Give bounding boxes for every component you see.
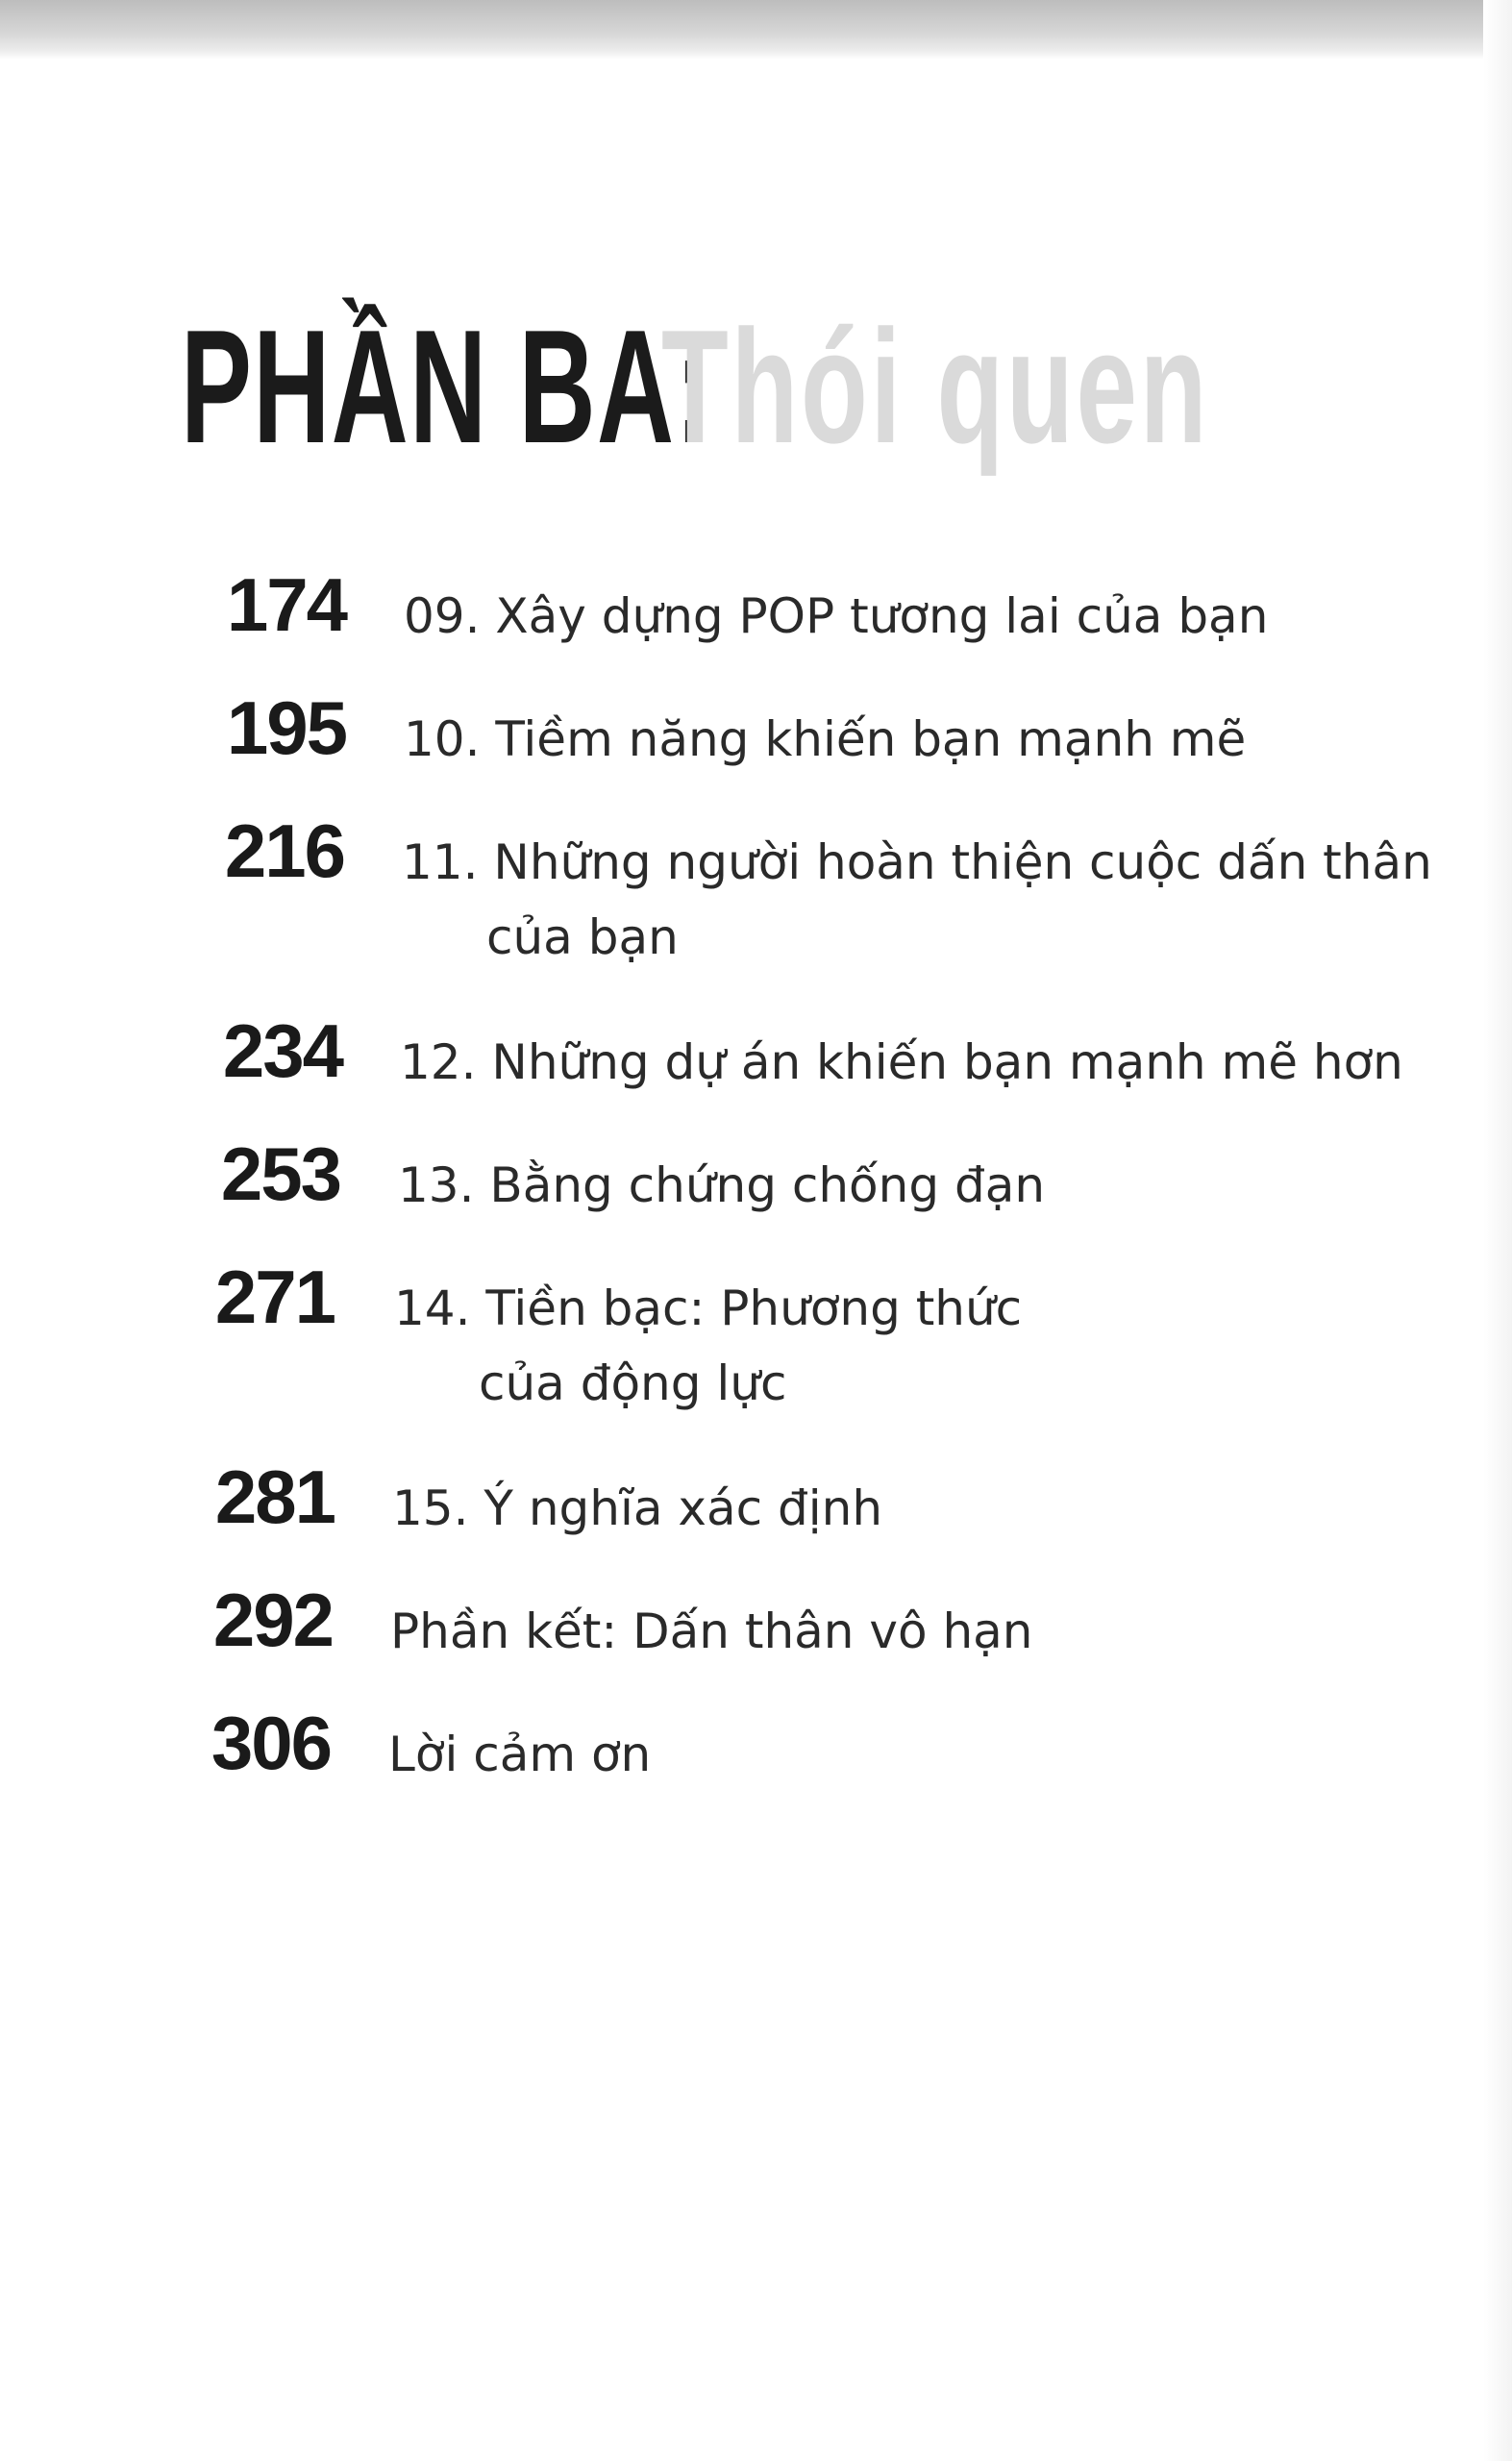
toc-entry-title [400, 1025, 1403, 1100]
toc-entry-title-line1: 09. Xây dựng POP tương lai của bạn [404, 588, 1269, 644]
toc-entry-title [390, 1594, 1032, 1669]
toc-entry-title-line1: Lời cảm ơn [388, 1727, 652, 1782]
toc-entry-title-line1: 15. Ý nghĩa xác định [392, 1480, 883, 1536]
toc-entry-title-line2: của bạn [486, 909, 679, 965]
toc-entry-title [404, 579, 1268, 654]
part-label: PHẦN BA: [181, 296, 712, 477]
toc-page-number: 253 [220, 1131, 340, 1216]
toc-entry-title [398, 1148, 1045, 1223]
page-right-edge [1483, 0, 1512, 2461]
toc-entry-title [394, 1271, 1022, 1421]
toc-page-number: 292 [212, 1578, 333, 1662]
toc-page-number: 306 [211, 1701, 331, 1785]
toc-page-number: 216 [224, 808, 344, 893]
toc-entry-title-line1: 14. Tiền bạc: Phương thức [394, 1280, 1023, 1336]
toc-page-number: 174 [226, 562, 346, 647]
toc-entry-title [404, 702, 1246, 777]
toc-page-number: 271 [214, 1255, 335, 1339]
toc-entry-title-line1: 13. Bằng chứng chống đạn [398, 1157, 1046, 1213]
toc-entry-title-line1: Phần kết: Dấn thân vô hạn [390, 1603, 1033, 1659]
toc-entry-title-line1: 12. Những dự án khiến bạn mạnh mẽ hơn [400, 1034, 1403, 1090]
toc-entry-title [392, 1471, 882, 1546]
toc-entry-title-line1: 11. Những người hoàn thiện cuộc dấn thân [402, 834, 1432, 890]
toc-page-number: 234 [222, 1008, 342, 1093]
toc-entry-title-line1: 10. Tiềm năng khiến bạn mạnh mẽ [404, 711, 1247, 767]
page-top-edge [0, 0, 1512, 60]
toc-entry-title [388, 1717, 651, 1792]
toc-entry-title [402, 825, 1432, 975]
toc-page-number: 195 [226, 685, 346, 770]
part-title: Thói quen [661, 296, 1210, 477]
toc-entry-title-line2: của động lực [479, 1355, 787, 1411]
toc-page-number: 281 [214, 1454, 335, 1539]
part-heading [181, 296, 1210, 477]
